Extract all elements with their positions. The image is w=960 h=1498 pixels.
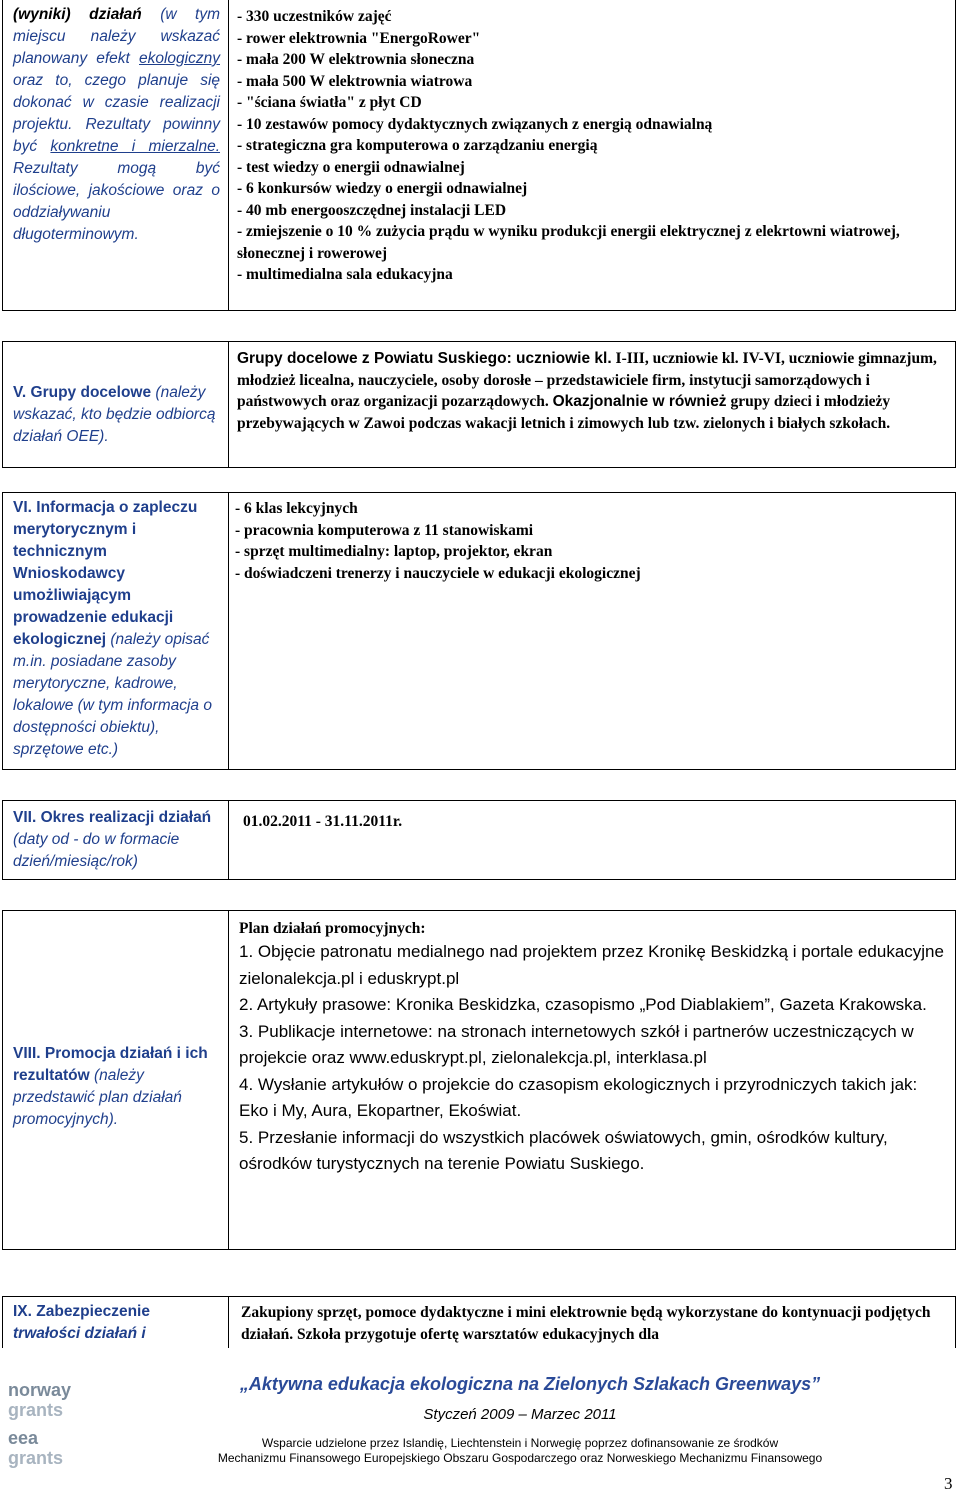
result-item: - 6 konkursów wiedzy o energii odnawialnej [237,180,528,197]
footer-dates: Styczeń 2009 – Marzec 2011 [423,1406,617,1423]
footer-support: Wsparcie udzielone przez Islandię, Liechtenstein i Norwegię poprzez dofinansowanie ze środków Mechanizmu Finansowego Europejskiego Obszaru Gospodarczego oraz Norweskiego Mechanizmu Finansowego [217,1436,823,1465]
result-item: - multimedialna sala edukacyjna [237,266,453,283]
result-item: - rower elektrownia "EnergoRower" [237,29,481,47]
promotion-content [229,911,955,1249]
promotion-item: 5. Przesłanie informacji do wszystkich placówek oświatowych, gmin, ośrodków kultury, ośrodków turystycznych na terenie Powiatu Suskiego. [239,1127,888,1173]
promotion-item: 1. Objęcie patronatu medialnego nad projektem przez Kronikę Beskidzką i portale edukacyjne zielonalekcja.pl i eduskrypt.pl [239,942,944,988]
promotion-label [3,911,229,1249]
results-label-bold2: działań [70,6,142,23]
promotion-item: 4. Wysłanie artykułów o projekcie do czasopism ekologicznych i przyrodniczych takich jak: Eko i My, Aura, Ekopartner, Ekoświat. [239,1074,918,1120]
svg-text:grants: grants [8,1400,64,1420]
resources-row [2,492,956,770]
result-item: - zmiejszenie o 10 % zużycia prądu w wyniku produkcji energii elektrycznej z elekrtowni wiatrowej, słonecznej i rowerowej [237,223,900,262]
period-row [2,800,956,880]
resources-label [3,493,229,769]
period-content [229,801,955,879]
resources-hint: (należy opisać m.in. posiadane zasoby merytoryczne, kadrowe, lokalowe (w tym informacja o dostępności obiektu), sprzętowe etc.) [13,631,212,758]
result-item: - mała 500 W elektrownia wiatrowa [237,72,473,90]
promotion-item: 3. Publikacje internetowe: na stronach internetowych szkół i partnerów uczestniczących w projekcie oraz www.eduskrypt.pl, zielonalekcja.pl, interklasa.pl [239,1021,914,1067]
period-dates: 01.02.2011 - 31.11.2011r. [243,813,403,830]
promotion-plan-title: Plan działań promocyjnych: [239,920,426,937]
result-item: - mała 200 W elektrownia słoneczna [237,51,475,68]
promotion-hint: (należy przedstawić plan działań promocyjnych). [13,1067,182,1128]
sustainability-heading-2: trwałości działań i [13,1325,146,1342]
results-label-hint: (w tym miejscu należy wskazać planowany efekt ekologiczny oraz to, czego planuje się dokonać w czasie realizacji projektu. Rezultaty powinny być konkretne i mierzalne. Rezultaty mogą być ilościowe, jakościowe oraz o oddziaływaniu długoterminowym. [13,6,221,243]
results-content [229,0,955,310]
promotion-heading: VIII. Promocja działań i ich rezultatów [13,1045,208,1084]
period-hint: (daty od - do w formacie dzień/miesiąc/rok) [13,831,180,870]
svg-text:grants: grants [8,1448,64,1468]
period-heading: VII. Okres realizacji działań [13,809,212,826]
page-number: 3 [944,1474,953,1493]
sustainability-heading: IX. Zabezpieczenie [13,1303,150,1320]
resources-content [229,493,955,769]
result-item: - 10 zestawów pomocy dydaktycznych związanych z energią odnawialną [237,115,713,133]
target-groups-label [3,342,229,467]
sustainability-label [3,1297,229,1348]
target-groups-heading: V. Grupy docelowe [13,384,152,401]
resources-heading: VI. Informacja o zapleczu merytorycznym i technicznym Wnioskodawcy umożliwiającym prowadzenie edukacji ekologicznej [13,499,198,648]
result-item: - strategiczna gra komputerowa o zarządzaniu energią [237,137,598,154]
svg-text:norway: norway [8,1380,72,1400]
sustainability-text: Zakupiony sprzęt, pomoce dydaktyczne i mini elektrownie będą wykorzystane do kontynuacji podjętych działań. Szkoła przygotuje ofertę warsztatów edukacyjnych dla [241,1304,931,1343]
result-item: - 40 mb energooszczędnej instalacji LED [237,201,507,219]
footer-project-title: „Aktywna edukacja ekologiczna na Zielonych Szlakach Greenways” [239,1374,821,1394]
promotion-item: 2. Artykuły prasowe: Kronika Beskidzka, czasopismo „Pod Diablakiem”, Gazeta Krakowska. [239,995,927,1014]
target-groups-content: Grupy docelowe z Powiatu Suskiego: uczniowie kl. I-III, uczniowie kl. IV-VI, uczniowie gimnazjum, młodzież licealna, nauczyciele, osoby dorosłe – przedstawiciele firm, instytucji samorządowych i państwowych oraz organizacji pozarządowych. Okazjonalnie w również grupy dzieci i młodzieży przebywających w Zawoi podczas wakacji letnich i zimowych lub tzw. zielonych i białych szkołach. [237,350,937,432]
result-item: - 330 uczestników zajęć [237,8,392,25]
result-item: - test wiedzy o energii odnawialnej [237,158,465,176]
resource-item: - pracownia komputerowa z 11 stanowiskami [235,521,534,539]
sustainability-content [229,1297,955,1348]
resource-item: - doświadczeni trenerzy i nauczyciele w edukacji ekologicznej [235,564,641,582]
promotion-row [2,910,956,1250]
resource-item: - 6 klas lekcyjnych [235,500,358,517]
sustainability-row [2,1296,956,1348]
results-label-bold: (wyniki) [13,6,71,23]
resource-item: - sprzęt multimedialny: laptop, projektor, ekran [235,543,553,560]
svg-text:eea: eea [8,1428,39,1448]
target-groups-row [2,341,956,468]
target-groups-hint: (należy wskazać, kto będzie odbiorcą działań OEE). [13,384,216,445]
result-item: - "ściana światła" z płyt CD [237,94,422,111]
results-row [2,0,956,311]
results-label [3,0,229,310]
period-label [3,801,229,879]
